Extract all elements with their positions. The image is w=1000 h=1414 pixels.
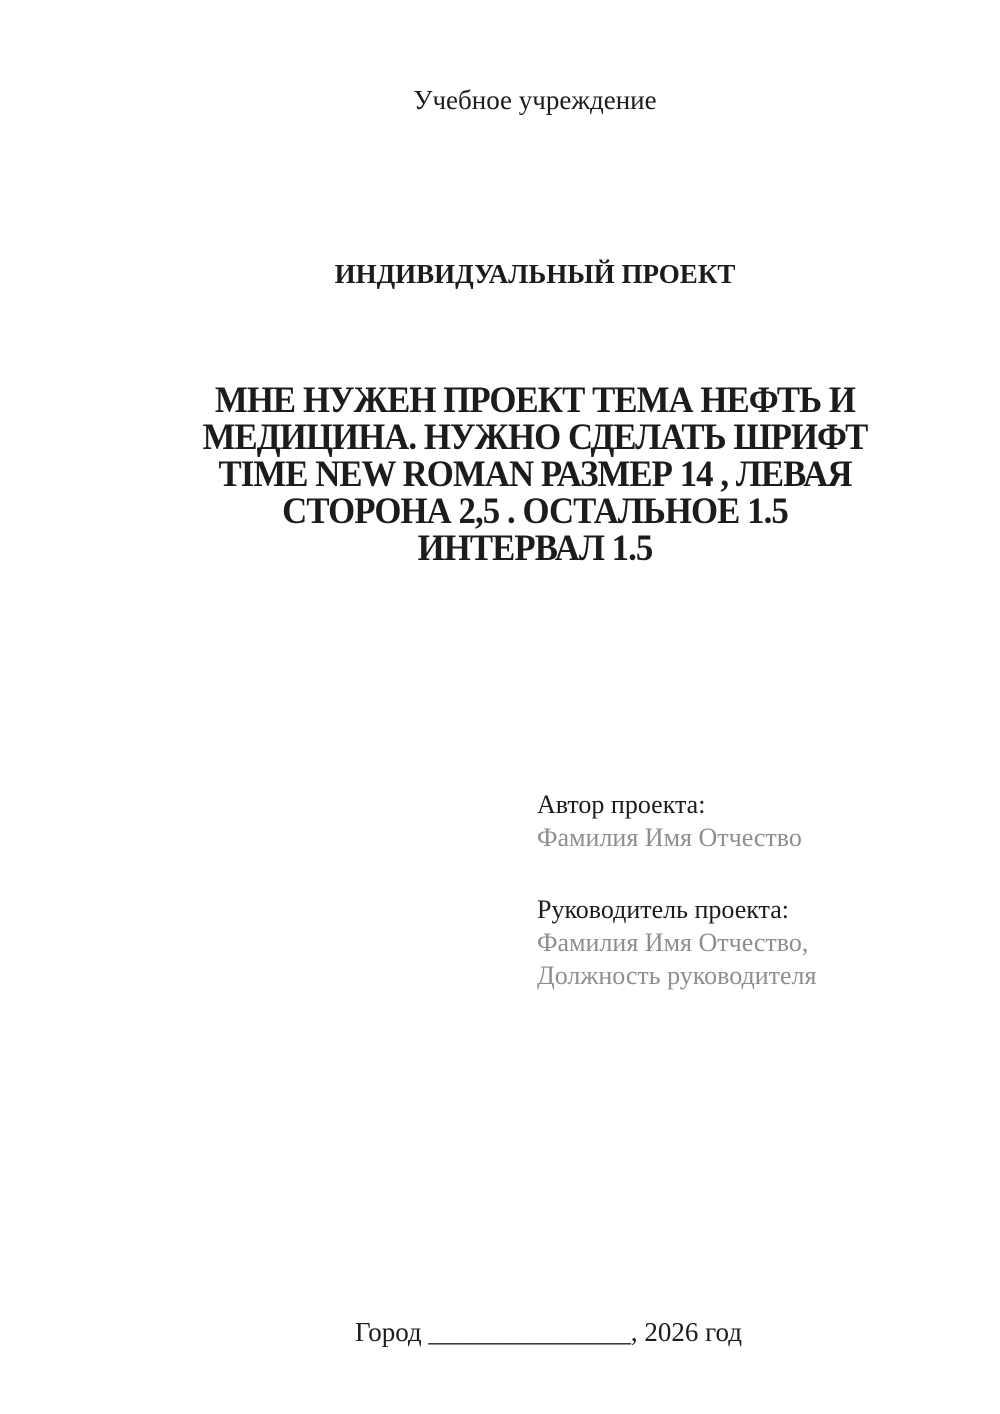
supervisor-block (537, 893, 816, 992)
supervisor-position-placeholder: Должность руководителя (537, 961, 817, 990)
project-title-line-2: МЕДИЦИНА. НУЖНО СДЕЛАТЬ ШРИФТ (202, 417, 868, 458)
institution-line: Учебное учреждение (413, 85, 657, 115)
project-title-line-3: TIME NEW ROMAN РАЗМЕР 14 , ЛЕВАЯ (218, 454, 852, 495)
project-title-line-1: МНЕ НУЖЕН ПРОЕКТ ТЕМА НЕФТЬ И (214, 380, 856, 421)
author-name-placeholder: Фамилия Имя Отчество (537, 823, 802, 852)
supervisor-name-placeholder: Фамилия Имя Отчество, (537, 928, 809, 957)
city-year-line (130, 1284, 940, 1380)
supervisor-label: Руководитель проекта: (537, 895, 790, 924)
city-blank-line: _______________ (428, 1317, 631, 1347)
author-block (537, 788, 802, 854)
author-label: Автор проекта: (537, 790, 706, 819)
project-title (154, 382, 915, 567)
year-suffix: , 2026 год (630, 1317, 743, 1347)
project-type-heading: ИНДИВИДУАЛЬНЫЙ ПРОЕКТ (334, 259, 736, 289)
project-title-line-4: СТОРОНА 2,5 . ОСТАЛЬНОЕ 1.5 (282, 491, 788, 532)
city-label: Город (354, 1317, 429, 1347)
project-title-line-5: ИНТЕРВАЛ 1.5 (417, 528, 653, 569)
